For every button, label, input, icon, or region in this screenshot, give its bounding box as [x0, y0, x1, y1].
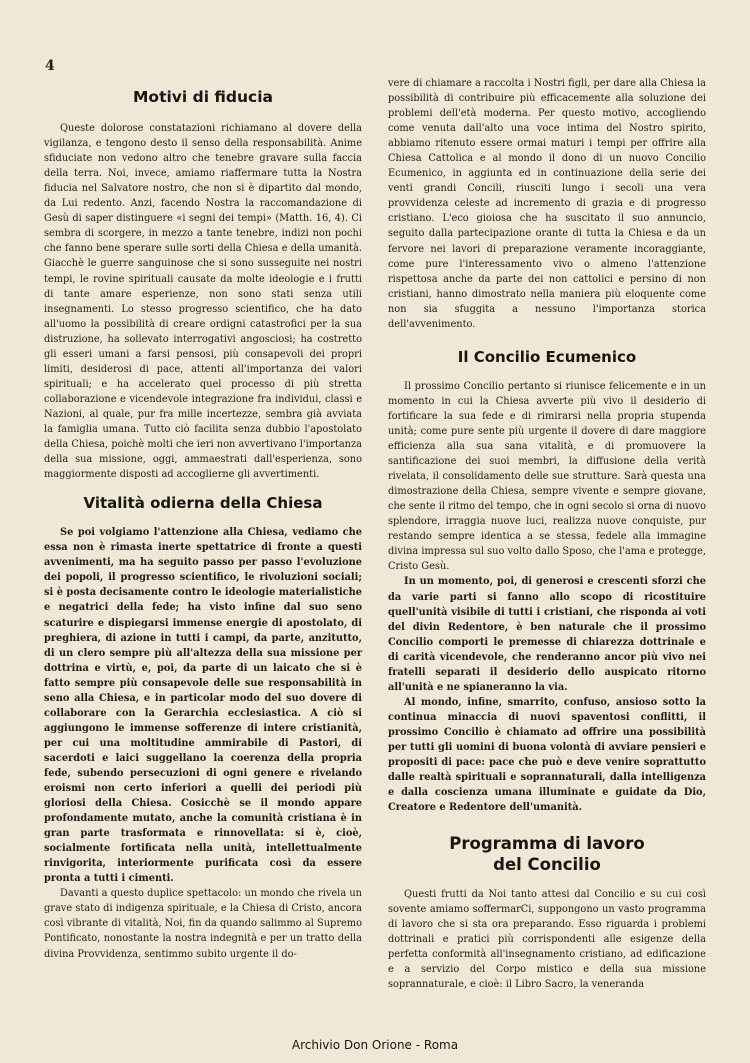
section-motivi-body	[44, 121, 362, 482]
heading-programma-di-lavoro	[388, 833, 706, 875]
section-concilio-bold-body	[388, 574, 706, 815]
section-vitalita-body	[44, 886, 362, 961]
paragraph: Davanti a questo duplice spettacolo: un mondo che rivela un grave stato di indigenza spirituale, e la Chiesa di Cristo, ancora così vibrante di vitalità, Noi, fin da quando salimmo al Supremo Pontificato, nonostante la nostra indegnità e per un tratto della divina Provvidenza, sentimmo subito urgente il do-	[44, 888, 362, 960]
heading-motivi-di-fiducia: Motivi di fiducia	[133, 88, 273, 106]
paragraph: In un momento, poi, di generosi e crescenti sforzi che da varie parti si fanno allo scopo di ricostituire quell'unità visibile di tutti i cristiani, che risponda ai voti del divin Redentore, è ben naturale che il prossimo Concilio comporti le premesse di chiarezza dottrinale e di carità vicendevole, che renderanno ancor più vivo nei fratelli separati il desiderio dello auspicato ritorno all'unità e ne spianeranno la via.	[388, 576, 706, 693]
page-number: 4	[45, 58, 55, 74]
heading-line: del Concilio	[493, 855, 601, 875]
heading-line: Programma di lavoro	[449, 834, 645, 854]
paragraph: Il prossimo Concilio pertanto si riunisce felicemente e in un momento in cui la Chiesa avverte più vivo il desiderio di fortificare la sua fede e di rimirarsi nella propria stupenda unità; come pure sente più urgente il dovere di dare maggiore efficienza alla sua sana vitalità, e di promuovere la santificazione dei suoi membri, la diffusione della verità rivelata, il consolidamento delle sue strutture. Sarà questa una dimostrazione della Chiesa, sempre vivente e sempre giovane, che sente il ritmo del tempo, che in ogni secolo si orna di nuovo splendore, irraggia nuove luci, realizza nuove conquiste, pur restando sempre identica a se stessa, fedele alla immagine divina impressa sul suo volto dallo Sposo, che l'ama e protegge, Cristo Gesù.	[388, 380, 706, 573]
paragraph: Se poi volgiamo l'attenzione alla Chiesa, vediamo che essa non è rimasta inerte spettatrice di fronte a questi avvenimenti, ma ha seguito passo per passo l'evoluzione dei popoli, il progresso scientifico, le rivoluzioni sociali; si è posta decisamente contro le ideologie materialistiche e negatrici della fede; ha visto infine dal suo seno scaturire e dispiegarsi immense energie di apostolato, di preghiera, di azione in tutti i campi, da parte, anzitutto, di un clero sempre più all'altezza della sua missione per dottrina e virtù, e, poi, da parte di un laicato che si è fatto sempre più consapevole delle sue responsabilità in seno alla Chiesa, e in particolar modo del suo dovere di collaborare con la Gerarchia ecclesiastica. A ciò si aggiungono le immense sofferenze di intere cristianità, per cui una moltitudine ammirabile di Pastori, di sacerdoti e laici suggellano la coerenza della propria fede, subendo persecuzioni di ogni genere e rivelando eroismi non certo inferiori a quelli dei periodi più gloriosi della Chiesa. Cosicchè se il mondo appare profondamente mutato, anche la comunità cristiana è in gran parte trasformata e rinnovellata: si è, cioè, socialmente fortificata nella unità, intellettualmente rinvigorita, interiormente purificata così da essere pronta a tutti i cimenti.	[44, 527, 362, 885]
right-column	[388, 76, 706, 993]
paragraph: Al mondo, infine, smarrito, confuso, ansioso sotto la continua minaccia di nuovi spaventosi conflitti, il prossimo Concilio è chiamato ad offrire una possibilità per tutti gli uomini di buona volontà di avviare pensieri e propositi di pace: pace che può e deve venire soprattutto dalle realtà spirituali e soprannaturali, dalla intelligenza e dalla coscienza umana illuminate e guidate da Dio, Creatore e Redentore dell'umanità.	[388, 696, 706, 814]
paragraph: Queste dolorose constatazioni richiamano al dovere della vigilanza, e tengono desto il senso della responsabilità. Anime sfiduciate non vedono altro che tenebre gravare sulla faccia della terra. Noi, invece, amiamo riaffermare tutta la Nostra fiducia nel Salvatore nostro, che non si è dipartito dal mondo, da Lui redento. Anzi, facendo Nostra la raccomandazione di Gesù di saper distinguere «i segni dei tempi» (Matth. 16, 4). Ci sembra di scorgere, in mezzo a tante tenebre, indizi non pochi che fanno bene sperare sulle sorti della Chiesa e della umanità. Giacchè le guerre sanguinose che si sono susseguite nei nostri tempi, le rovine spirituali causate da molte ideologie e i frutti di tante amare esperienze, non sono stati senza utili insegnamenti. Lo stesso progresso scientifico, che ha dato all'uomo la possibilità di creare ordigni catastrofici per la sua distruzione, ha sollevato interrogativi angosciosi; ha costretto gli esseri umani a farsi pensosi, più consapevoli dei propri limiti, desiderosi di pace, attenti all'importanza dei valori spirituali; e ha accelerato quel processo di più stretta collaborazione e vicendevole integrazione fra individui, classi e Nazioni, al quale, pur fra mille incertezze, sembra già avviata la famiglia umana. Tutto ciò facilita senza dubbio l'apostolato della Chiesa, poichè molti che ieri non avvertivano l'importanza della sua missione, oggi, ammaestrati dall'esperienza, sono maggiormente disposti ad accoglierne gli avvertimenti.	[44, 123, 362, 481]
continuation-text	[388, 76, 706, 332]
section-vitalita-bold-body	[44, 525, 362, 886]
paragraph: Questi frutti da Noi tanto attesi dal Concilio e su cui così sovente amiamo soffermarCi, suppongono un vasto programma di lavoro che si sta ora preparando. Esso riguarda i problemi dottrinali e pratici più corrispondenti alle esigenze della perfetta conformità all'insegnamento cristiano, ad edificazione e a servizio del Corpo mistico e della sua missione soprannaturale, e cioè: il Libro Sacro, la veneranda	[388, 889, 706, 991]
heading-vitalita-odierna: Vitalità odierna della Chiesa	[83, 494, 323, 513]
archive-footer: Archivio Don Orione - Roma	[291, 1038, 459, 1052]
section-programma-body	[388, 887, 706, 992]
section-concilio-body	[388, 379, 706, 575]
paragraph: vere di chiamare a raccolta i Nostri figli, per dare alla Chiesa la possibilità di contribuire più efficacemente alla soluzione dei problemi dell'età moderna. Per questo motivo, accogliendo come venuta dall'alto una voce intima del Nostro spirito, abbiamo ritenuto essere ormai maturi i tempi per offrire alla Chiesa Cattolica e al mondo il dono di un nuovo Concilio Ecumenico, in aggiunta ed in continuazione della serie dei venti grandi Concili, riusciti lungo i secoli una vera provvidenza celeste ad incremento di grazia e di progresso cristiano. L'eco gioiosa che ha suscitato il suo annuncio, seguito dalla partecipazione orante di tutta la Chiesa e da un fervore nei lavori di preparazione veramente incoraggiante, come pure l'interessamento vivo o almeno l'attenzione rispettosa anche da parte dei non cattolici e persino di non cristiani, hanno dimostrato nella maniera più eloquente come non sia sfuggita a nessuno l'importanza storica dell'avvenimento.	[388, 78, 706, 330]
left-column	[44, 76, 362, 962]
heading-concilio-ecumenico: Il Concilio Ecumenico	[457, 347, 637, 366]
